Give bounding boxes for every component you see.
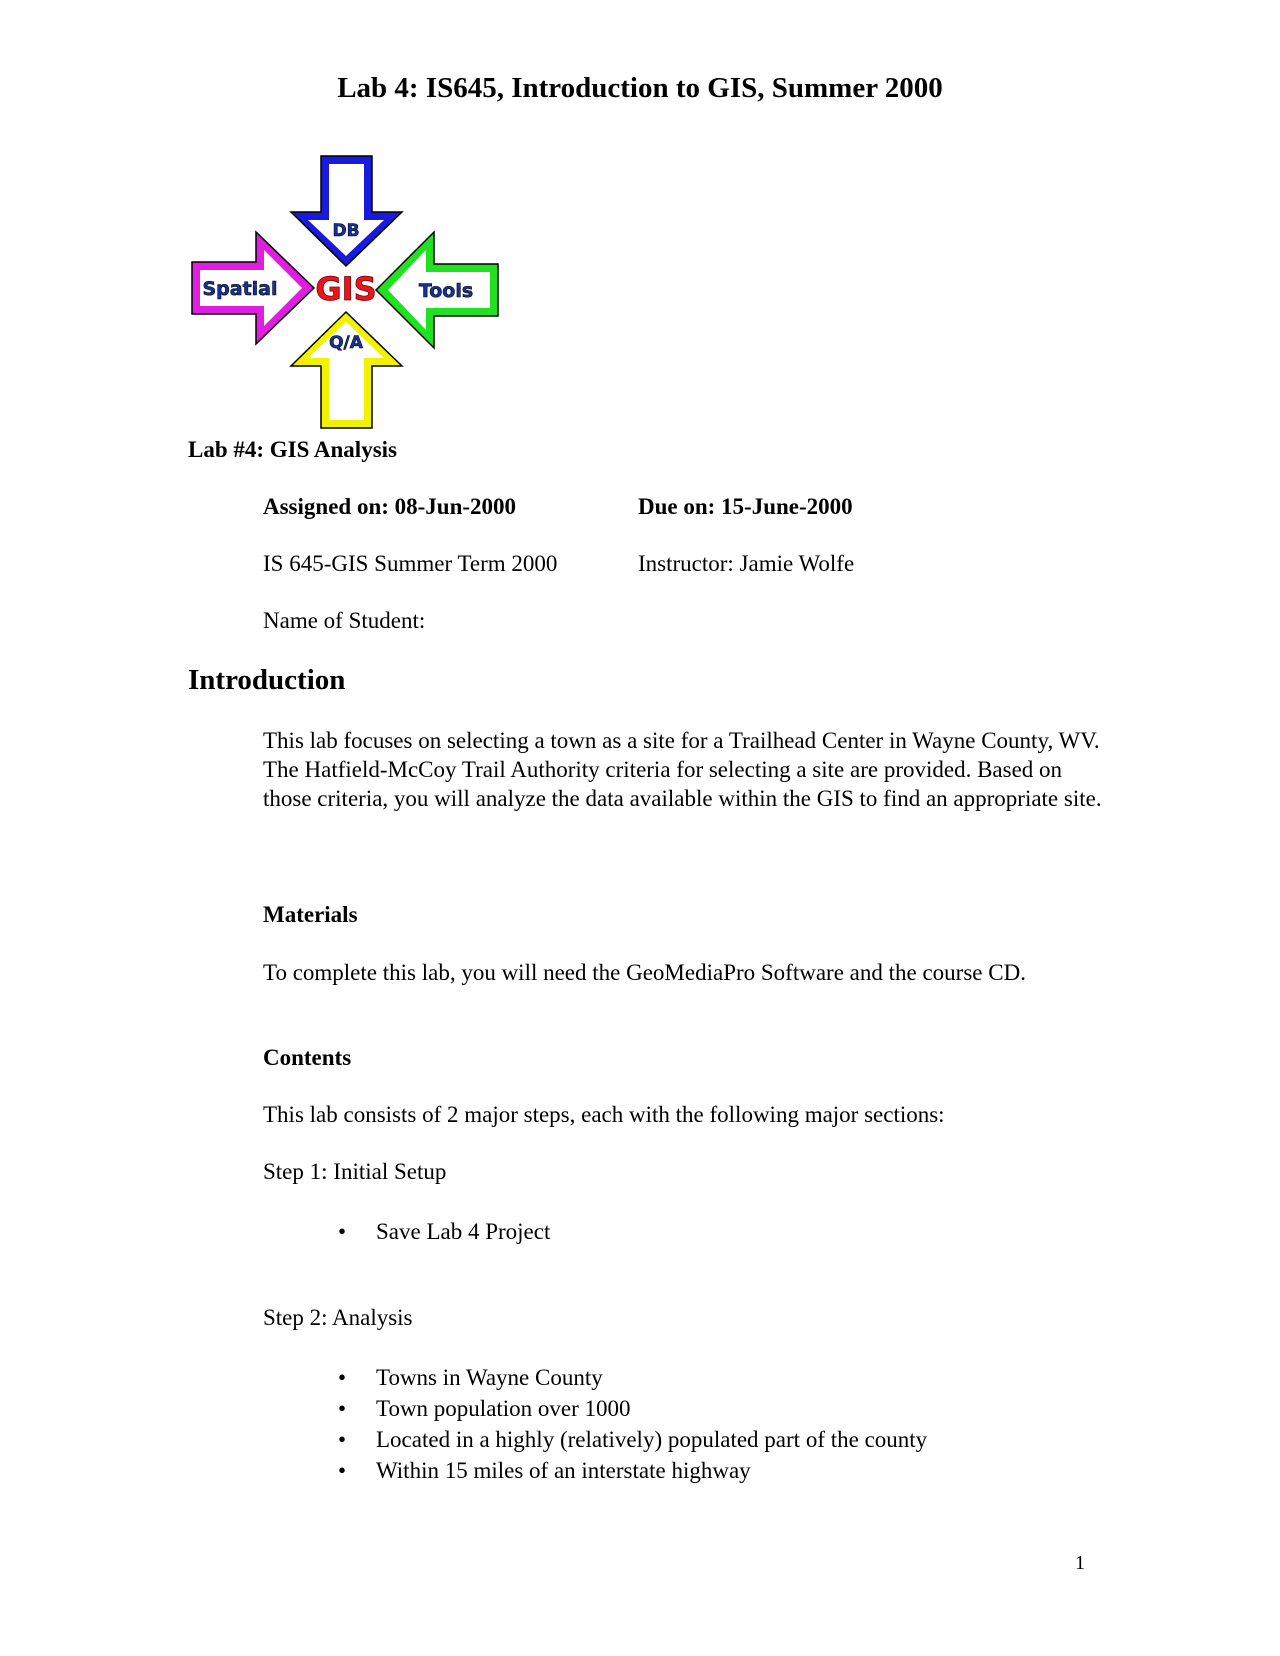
instructor-name: Instructor: Jamie Wolfe <box>638 551 855 576</box>
page-title: Lab 4: IS645, Introduction to GIS, Summer 2000 <box>337 72 943 104</box>
bullet-icon: • <box>338 1458 347 1483</box>
assigned-date: Assigned on: 08-Jun-2000 <box>263 494 517 519</box>
logo-tools-label: Tools <box>418 280 474 302</box>
list-item: • Save Lab 4 Project <box>338 1216 550 1247</box>
bullet-icon: • <box>338 1396 347 1421</box>
step1-list <box>338 1216 550 1247</box>
list-item: • Within 15 miles of an interstate highway <box>338 1455 927 1486</box>
logo-spatial-label: Spatial <box>202 278 278 300</box>
page-number: 1 <box>1075 1552 1085 1574</box>
step2-list <box>338 1362 927 1486</box>
student-name-label: Name of Student: <box>263 608 426 633</box>
lab-heading: Lab #4: GIS Analysis <box>188 437 397 462</box>
contents-heading: Contents <box>263 1045 352 1070</box>
course-name: IS 645-GIS Summer Term 2000 <box>263 551 558 576</box>
bullet-icon: • <box>338 1219 347 1244</box>
materials-text: To complete this lab, you will need the GeoMediaPro Software and the course CD. <box>263 960 1026 985</box>
step2-label: Step 2: Analysis <box>263 1305 413 1330</box>
bullet-icon: • <box>338 1427 347 1452</box>
introduction-text: This lab focuses on selecting a town as a site for a Trailhead Center in Wayne County, WV. The Hatfield-McCoy Trail Authority criteria for selecting a site are provided. Based on those criteria, you will analyze the data available within the GIS to find an appropriate site. <box>263 728 1102 811</box>
list-item: • Towns in Wayne County <box>338 1362 927 1393</box>
list-item: • Town population over 1000 <box>338 1393 927 1424</box>
introduction-heading: Introduction <box>188 664 346 696</box>
materials-heading: Materials <box>263 902 358 927</box>
due-date: Due on: 15-June-2000 <box>638 494 853 519</box>
logo-gis-label: GIS <box>315 270 377 308</box>
step1-label: Step 1: Initial Setup <box>263 1159 447 1184</box>
logo-qa-label: Q/A <box>329 333 363 353</box>
contents-text: This lab consists of 2 major steps, each with the following major sections: <box>263 1102 945 1127</box>
logo-db-label: DB <box>332 221 360 241</box>
bullet-icon: • <box>338 1365 347 1390</box>
list-item: • Located in a highly (relatively) populated part of the county <box>338 1424 927 1455</box>
gis-logo <box>190 152 502 432</box>
